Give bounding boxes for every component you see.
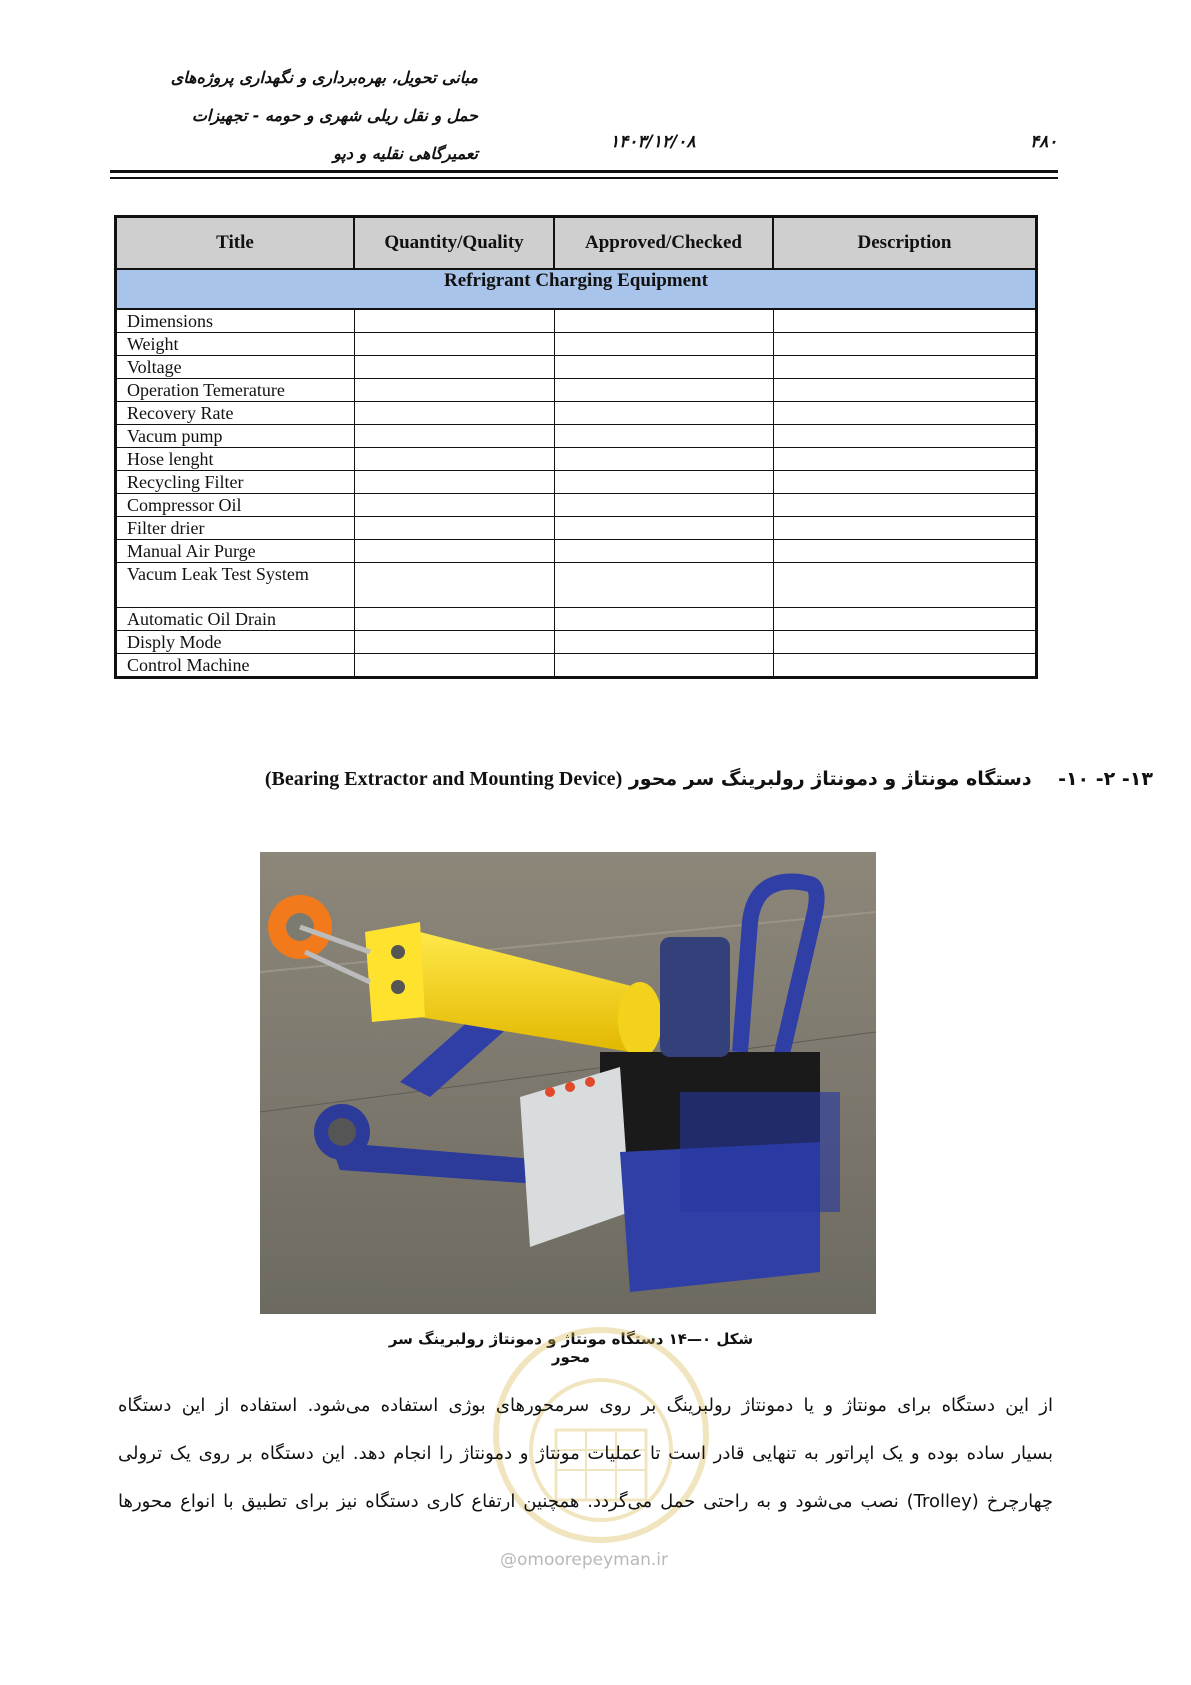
page-number: ۴۸۰ xyxy=(1030,132,1058,152)
bearing-extractor-photo xyxy=(260,852,876,1314)
table-row xyxy=(116,494,1037,517)
column-header-title: Title xyxy=(116,217,355,270)
table-row xyxy=(116,654,1037,678)
table-row xyxy=(116,631,1037,654)
table-row xyxy=(116,540,1037,563)
section-row xyxy=(116,269,1037,309)
page-header xyxy=(0,0,1191,190)
row-title: Voltage xyxy=(116,356,355,379)
table-row xyxy=(116,471,1037,494)
column-header-quantity-quality: Quantity/Quality xyxy=(354,217,554,270)
table-row xyxy=(116,608,1037,631)
table-row xyxy=(116,309,1037,333)
column-header-description: Description xyxy=(773,217,1037,270)
table-row xyxy=(116,563,1037,608)
body-paragraph xyxy=(118,1382,1053,1526)
section-title-en: (Bearing Extractor and Mounting Device) xyxy=(264,768,623,790)
section-number: ۱۳- ۲- ۱۰- xyxy=(1058,768,1153,790)
paragraph-line: چهارچرخ (Trolley) نصب می‌شود و به راحتی حمل می‌گردد. همچنین ارتفاع کاری دستگاه نیز برای تطبیق با انواع محورها xyxy=(118,1491,1053,1512)
section-title-fa: دستگاه مونتاژ و دمونتاژ رولبرینگ سر محور xyxy=(628,768,1032,790)
row-title: Disply Mode xyxy=(116,631,355,654)
row-title: Automatic Oil Drain xyxy=(116,608,355,631)
table-row xyxy=(116,517,1037,540)
header-title-line-2: حمل و نقل ریلی شهری و حومه - تجهیزات xyxy=(191,106,478,125)
section-heading xyxy=(265,768,1153,791)
row-title: Recovery Rate xyxy=(116,402,355,425)
row-title: Filter drier xyxy=(116,517,355,540)
row-title: Control Machine xyxy=(116,654,355,678)
header-rule-thick xyxy=(110,170,1058,173)
header-title-line-3: تعمیرگاهی نقلیه و دپو xyxy=(333,144,478,163)
watermark-text: @omoorepeyman.ir xyxy=(500,1550,669,1570)
bearing-extractor-illustration xyxy=(260,852,876,1314)
row-title: Vacum pump xyxy=(116,425,355,448)
table-row xyxy=(116,379,1037,402)
row-title: Vacum Leak Test System xyxy=(116,563,355,608)
table-row xyxy=(116,333,1037,356)
table-row xyxy=(116,425,1037,448)
figure-caption: شکل ۰—۱۴ دستگاه مونتاژ و دمونتاژ رولبرینگ سر محور xyxy=(388,1330,754,1366)
row-title: Compressor Oil xyxy=(116,494,355,517)
header-date: ۱۴۰۳/۱۲/۰۸ xyxy=(610,132,696,152)
paragraph-line: بسیار ساده بوده و یک اپراتور به تنهایی قادر است تا عملیات مونتاژ و دمونتاژ را انجام دهد. این دستگاه بر روی یک ترولی xyxy=(118,1443,1053,1464)
row-title: Weight xyxy=(116,333,355,356)
equipment-spec-table xyxy=(114,215,1038,679)
table-header-row xyxy=(116,217,1037,270)
row-title: Operation Temerature xyxy=(116,379,355,402)
header-rule-thin xyxy=(110,177,1058,179)
table-row xyxy=(116,356,1037,379)
row-title: Dimensions xyxy=(116,309,355,333)
spec-table xyxy=(114,215,1038,679)
row-title: Hose lenght xyxy=(116,448,355,471)
column-header-approved-checked: Approved/Checked xyxy=(554,217,773,270)
row-title: Manual Air Purge xyxy=(116,540,355,563)
row-title: Recycling Filter xyxy=(116,471,355,494)
section-title: Refrigrant Charging Equipment xyxy=(116,269,1037,309)
table-row xyxy=(116,402,1037,425)
header-title-line-1: مبانی تحویل، بهره‌برداری و نگهداری پروژه‌های xyxy=(170,68,478,87)
paragraph-line: از این دستگاه برای مونتاژ و یا دمونتاژ رولبرینگ بر روی سرمحورهای بوژی استفاده می‌شود. استفاده از این دستگاه xyxy=(118,1395,1053,1416)
table-row xyxy=(116,448,1037,471)
